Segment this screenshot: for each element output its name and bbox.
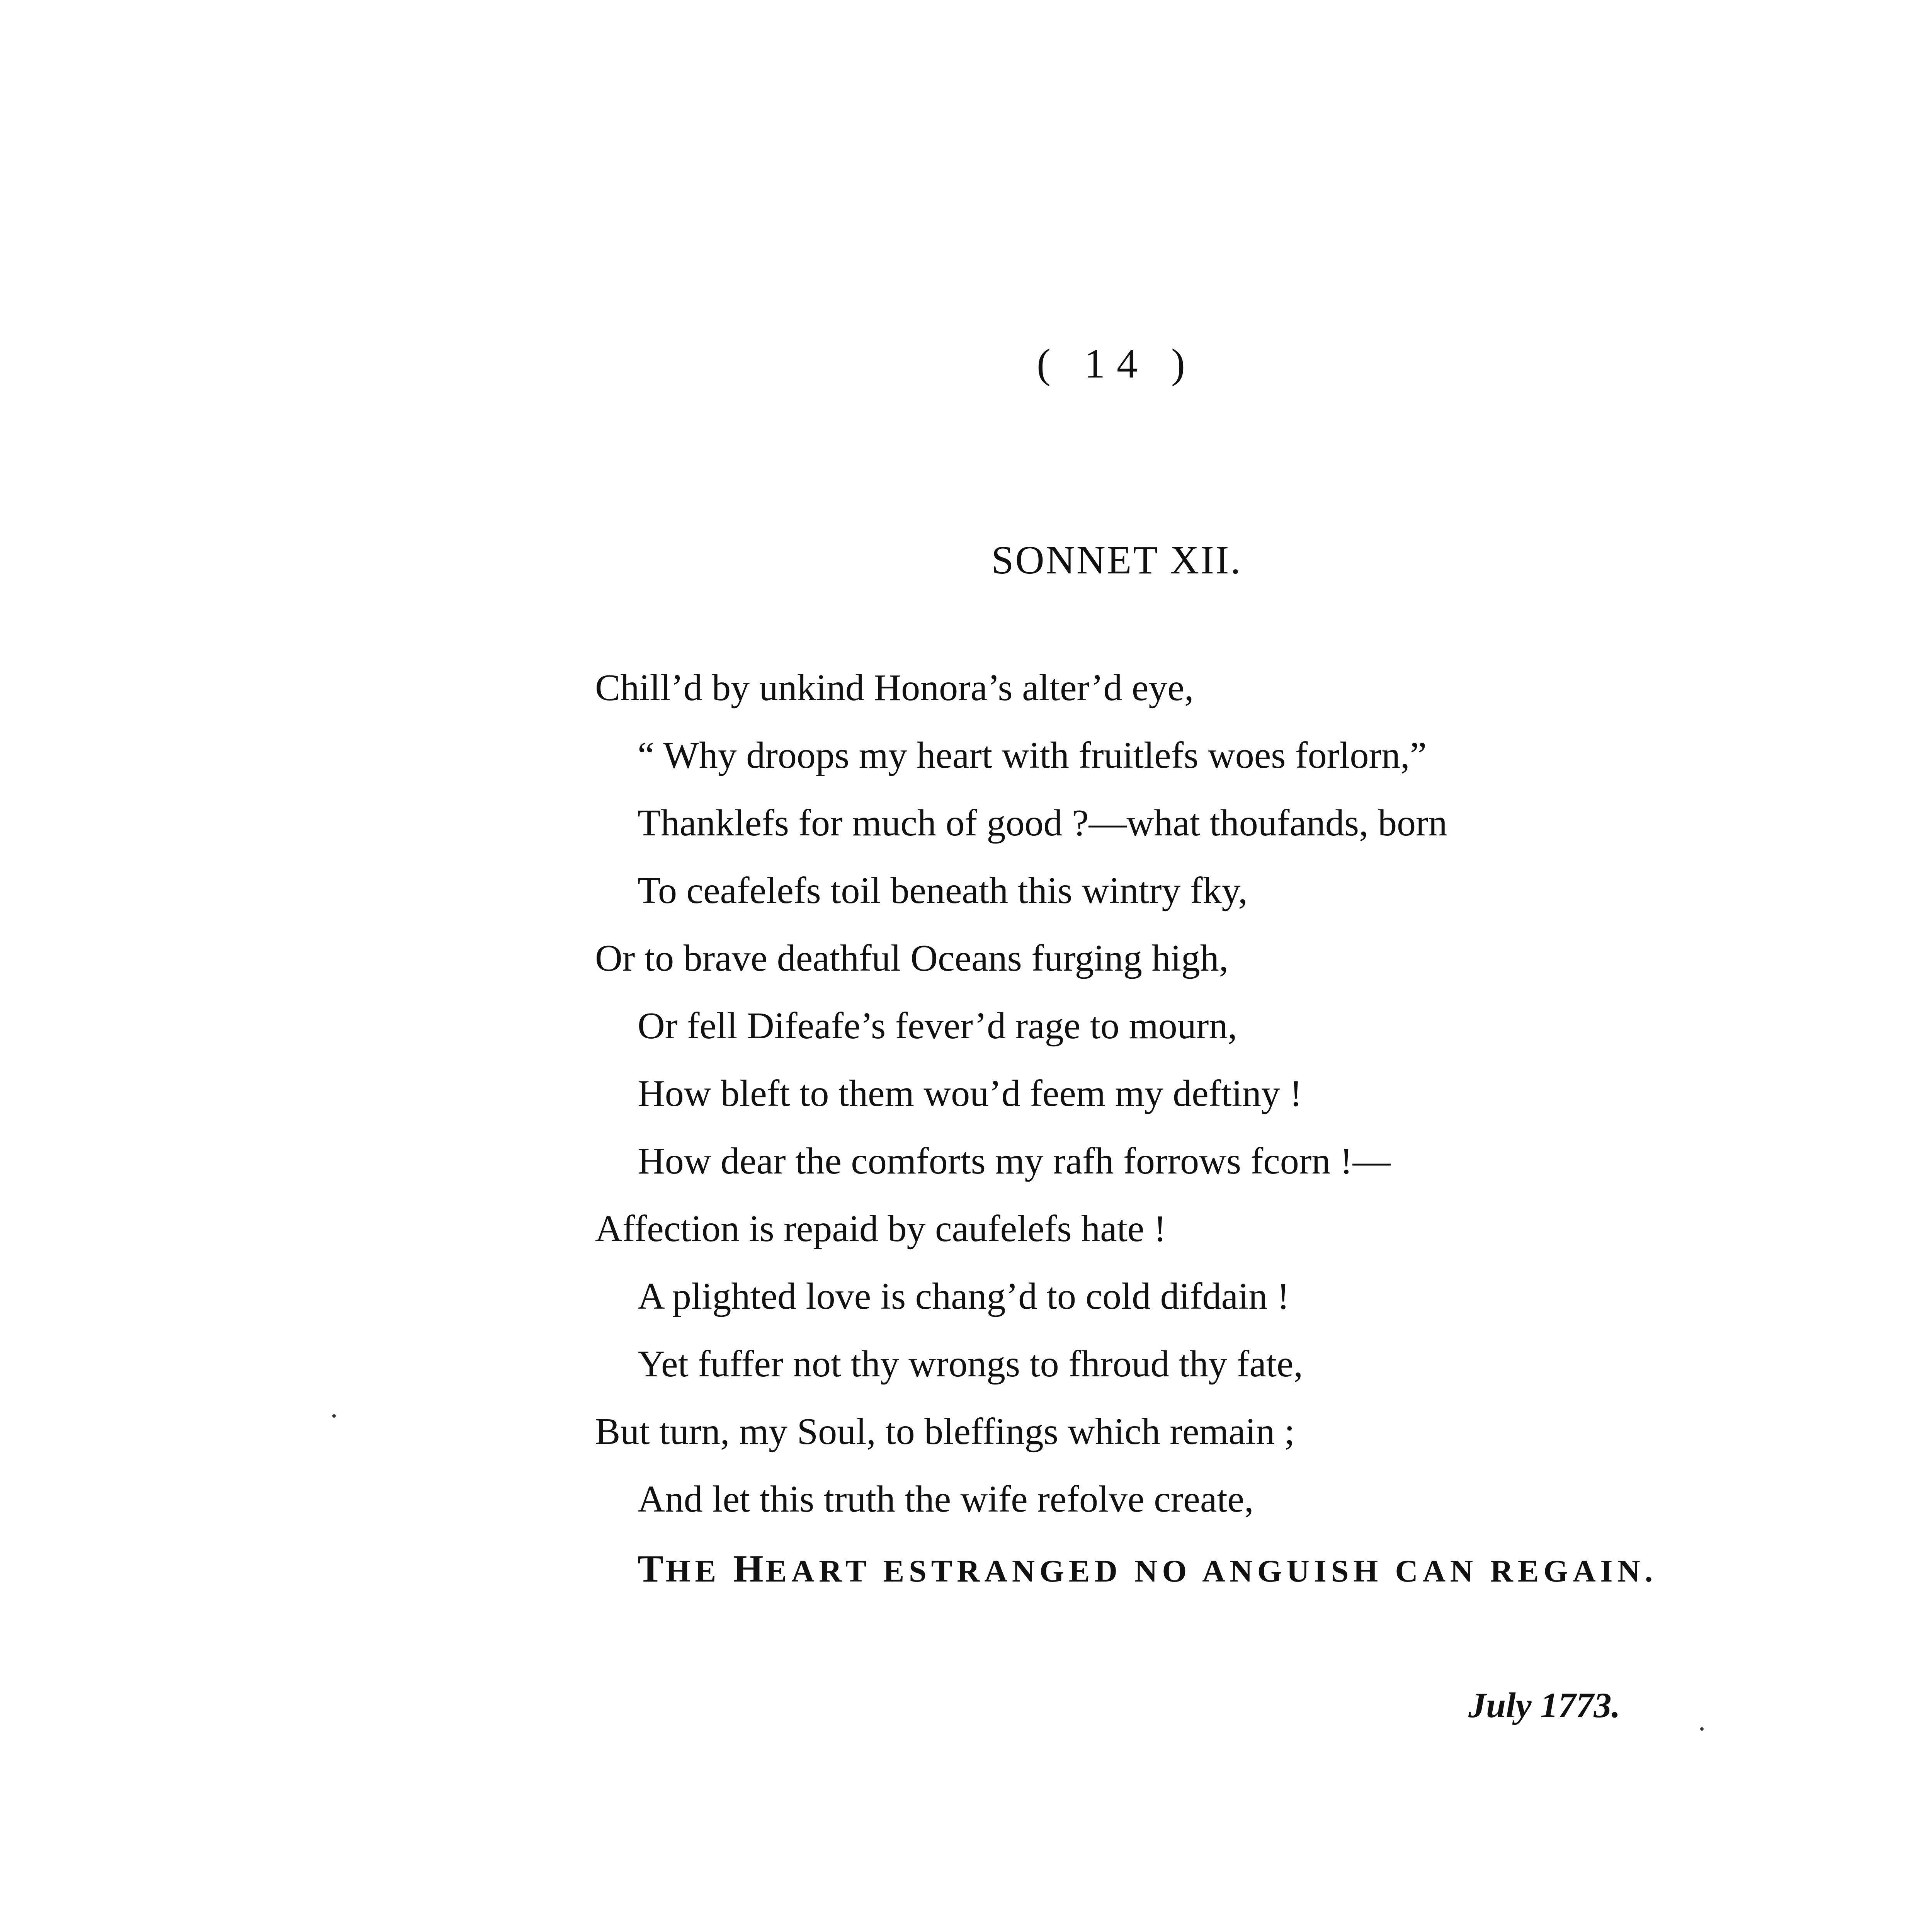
refrain-text: HE — [665, 1553, 733, 1588]
poem-line: And let this truth the wife refolve create, — [638, 1478, 1254, 1520]
page-number: ( 14 ) — [1037, 341, 1197, 387]
poem-refrain-line — [638, 1546, 1657, 1594]
poem-line: How bleft to them wou’d feem my deftiny ! — [638, 1073, 1303, 1114]
poem-line: Chill’d by unkind Honora’s alter’d eye, — [595, 667, 1194, 709]
poem-line: “ Why droops my heart with fruitlefs woes forlorn,” — [638, 735, 1427, 776]
scan-speck — [1700, 1727, 1704, 1731]
refrain-capital: T — [638, 1547, 666, 1590]
poem-line: But turn, my Soul, to bleffings which remain ; — [595, 1411, 1295, 1452]
poem-line: Affection is repaid by caufelefs hate ! — [595, 1208, 1167, 1250]
poem-line: A plighted love is chang’d to cold difdain ! — [638, 1276, 1290, 1317]
poem-line: Or to brave deathful Oceans furging high, — [595, 937, 1229, 979]
refrain-capital: H — [733, 1547, 766, 1590]
poem-line: Or fell Difeafe’s fever’d rage to mourn, — [638, 1005, 1237, 1047]
refrain-text: EART ESTRANGED NO ANGUISH CAN REGAIN. — [765, 1553, 1658, 1588]
sonnet-title: SONNET XII. — [991, 538, 1242, 582]
poem-date: July 1773. — [1468, 1685, 1621, 1725]
scan-speck — [332, 1414, 336, 1418]
poem-line: How dear the comforts my rafh forrows fcorn !— — [638, 1140, 1391, 1182]
poem-line: Yet fuffer not thy wrongs to fhroud thy fate, — [638, 1343, 1303, 1385]
poem-line: Thanklefs for much of good ?—what thoufands, born — [638, 802, 1447, 844]
poem-line: To ceafelefs toil beneath this wintry fky, — [638, 870, 1248, 912]
